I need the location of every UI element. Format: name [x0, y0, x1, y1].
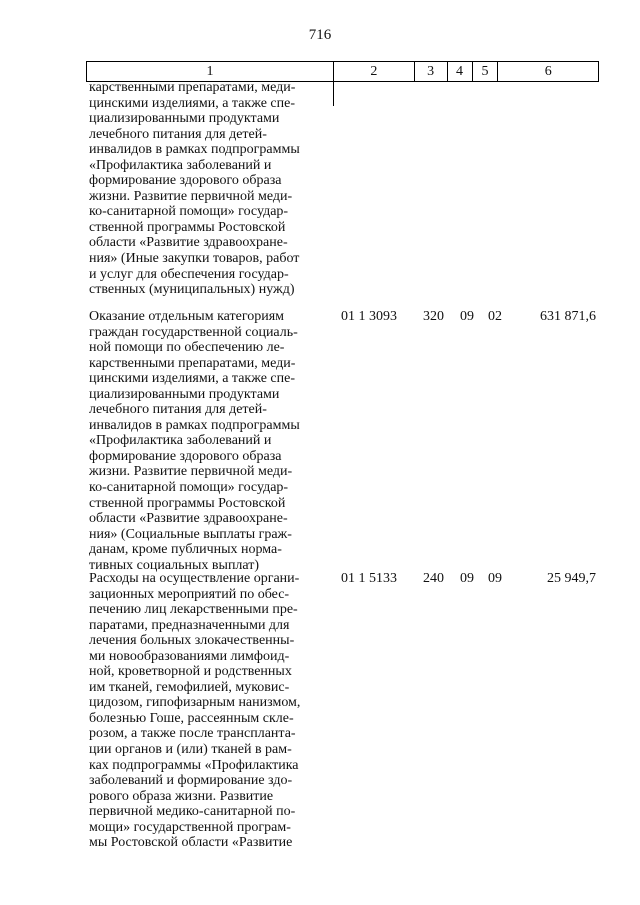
text-line: ции органов и (или) тканей в рам-: [89, 742, 292, 758]
text-line: зационных мероприятий по обес-: [89, 586, 290, 602]
column-header-2: 2: [334, 62, 415, 81]
row-2-code: 01 1 3093: [341, 309, 397, 324]
row-3-pr: 09: [488, 571, 502, 586]
text-line: инвалидов в рамках подпрограммы: [89, 417, 300, 433]
text-line: паратами, предназначенными для: [89, 617, 290, 633]
column-header-6: 6: [544, 64, 552, 79]
text-line: ния» (Иные закупки товаров, работ: [89, 251, 300, 267]
text-line: лечения больных злокачественны-: [89, 633, 295, 649]
table-row-2-description: [89, 309, 321, 573]
text-line: лечебного питания для детей-: [89, 126, 267, 142]
text-line: болезнью Гоше, рассеянным скле-: [89, 710, 294, 726]
column-header-3: 3: [415, 62, 448, 81]
text-line: ной помощи по обеспечению ле-: [89, 340, 285, 356]
text-line: им тканей, гемофилией, муковис-: [89, 679, 290, 695]
row-2-vr: 320: [423, 309, 444, 324]
row-3-code: 01 1 5133: [341, 571, 397, 586]
text-line: ми новообразованиями лимфоид-: [89, 648, 290, 664]
text-line: ках подпрограммы «Профилактика: [89, 757, 299, 773]
text-line: жизни. Развитие первичной меди-: [89, 188, 293, 204]
row-2-rz: 09: [460, 309, 474, 324]
text-line: области «Развитие здравоохране-: [89, 235, 288, 251]
table-row-1-description: [89, 80, 321, 298]
text-line: Оказание отдельным категориям: [89, 309, 285, 324]
text-line: лечебного питания для детей-: [89, 402, 267, 418]
text-line: ния» (Социальные выплаты граж-: [89, 526, 292, 542]
text-line: тивных социальных выплат): [89, 557, 260, 573]
text-line: карственными препаратами, меди-: [89, 355, 296, 371]
table-header: [86, 61, 599, 82]
text-line: ной, кроветворной и родственных: [89, 664, 292, 680]
row-2-pr: 02: [488, 309, 502, 324]
text-line: циализированными продуктами: [89, 386, 280, 402]
column-header-4: 4: [448, 62, 473, 81]
row-2-sum: 631 871,6: [540, 309, 596, 324]
text-line: рового образа жизни. Развитие: [89, 788, 274, 804]
row-3-sum: 25 949,7: [547, 571, 596, 586]
text-line: и услуг для обеспечения государ-: [89, 266, 289, 282]
text-line: первичной медико-санитарной по-: [89, 804, 296, 820]
column-header-5: 5: [473, 62, 499, 81]
text-line: розом, а также после транспланта-: [89, 726, 296, 742]
text-line: формирование здорового образа: [89, 448, 282, 464]
text-line: цидозом, гипофизарным нанизмом,: [89, 695, 301, 711]
text-line: формирование здорового образа: [89, 173, 282, 189]
row-3-rz: 09: [460, 571, 474, 586]
text-line: «Профилактика заболеваний и: [89, 157, 272, 173]
text-line: цинскими изделиями, а также спе-: [89, 95, 296, 111]
page-number: 716: [308, 27, 332, 43]
column-header-1: 1: [87, 62, 334, 81]
text-line: ственной программы Ростовской: [89, 495, 286, 511]
text-line: печению лиц лекарственными пре-: [89, 602, 298, 618]
text-line: циализированными продуктами: [89, 111, 280, 127]
text-line: граждан государственной социаль-: [89, 324, 298, 340]
text-line: мощи» государственной програм-: [89, 819, 291, 835]
text-line: ко-санитарной помощи» государ-: [89, 480, 289, 496]
text-line: инвалидов в рамках подпрограммы: [89, 142, 300, 158]
row-3-vr: 240: [423, 571, 444, 586]
text-line: заболеваний и формирование здо-: [89, 773, 293, 789]
text-line: «Профилактика заболеваний и: [89, 433, 272, 449]
column-divider: [333, 82, 334, 106]
text-line: области «Развитие здравоохране-: [89, 511, 288, 527]
text-line: карственными препаратами, меди-: [89, 80, 296, 95]
text-line: Расходы на осуществление органи-: [89, 571, 300, 586]
text-line: ко-санитарной помощи» государ-: [89, 204, 289, 220]
text-line: мы Ростовской области «Развитие: [89, 835, 293, 851]
text-line: ственной программы Ростовской: [89, 219, 286, 235]
text-line: данам, кроме публичных норма-: [89, 542, 282, 558]
table-row-3-description: [89, 571, 321, 851]
text-line: цинскими изделиями, а также спе-: [89, 371, 296, 387]
text-line: жизни. Развитие первичной меди-: [89, 464, 293, 480]
text-line: ственных (муниципальных) нужд): [89, 282, 295, 298]
